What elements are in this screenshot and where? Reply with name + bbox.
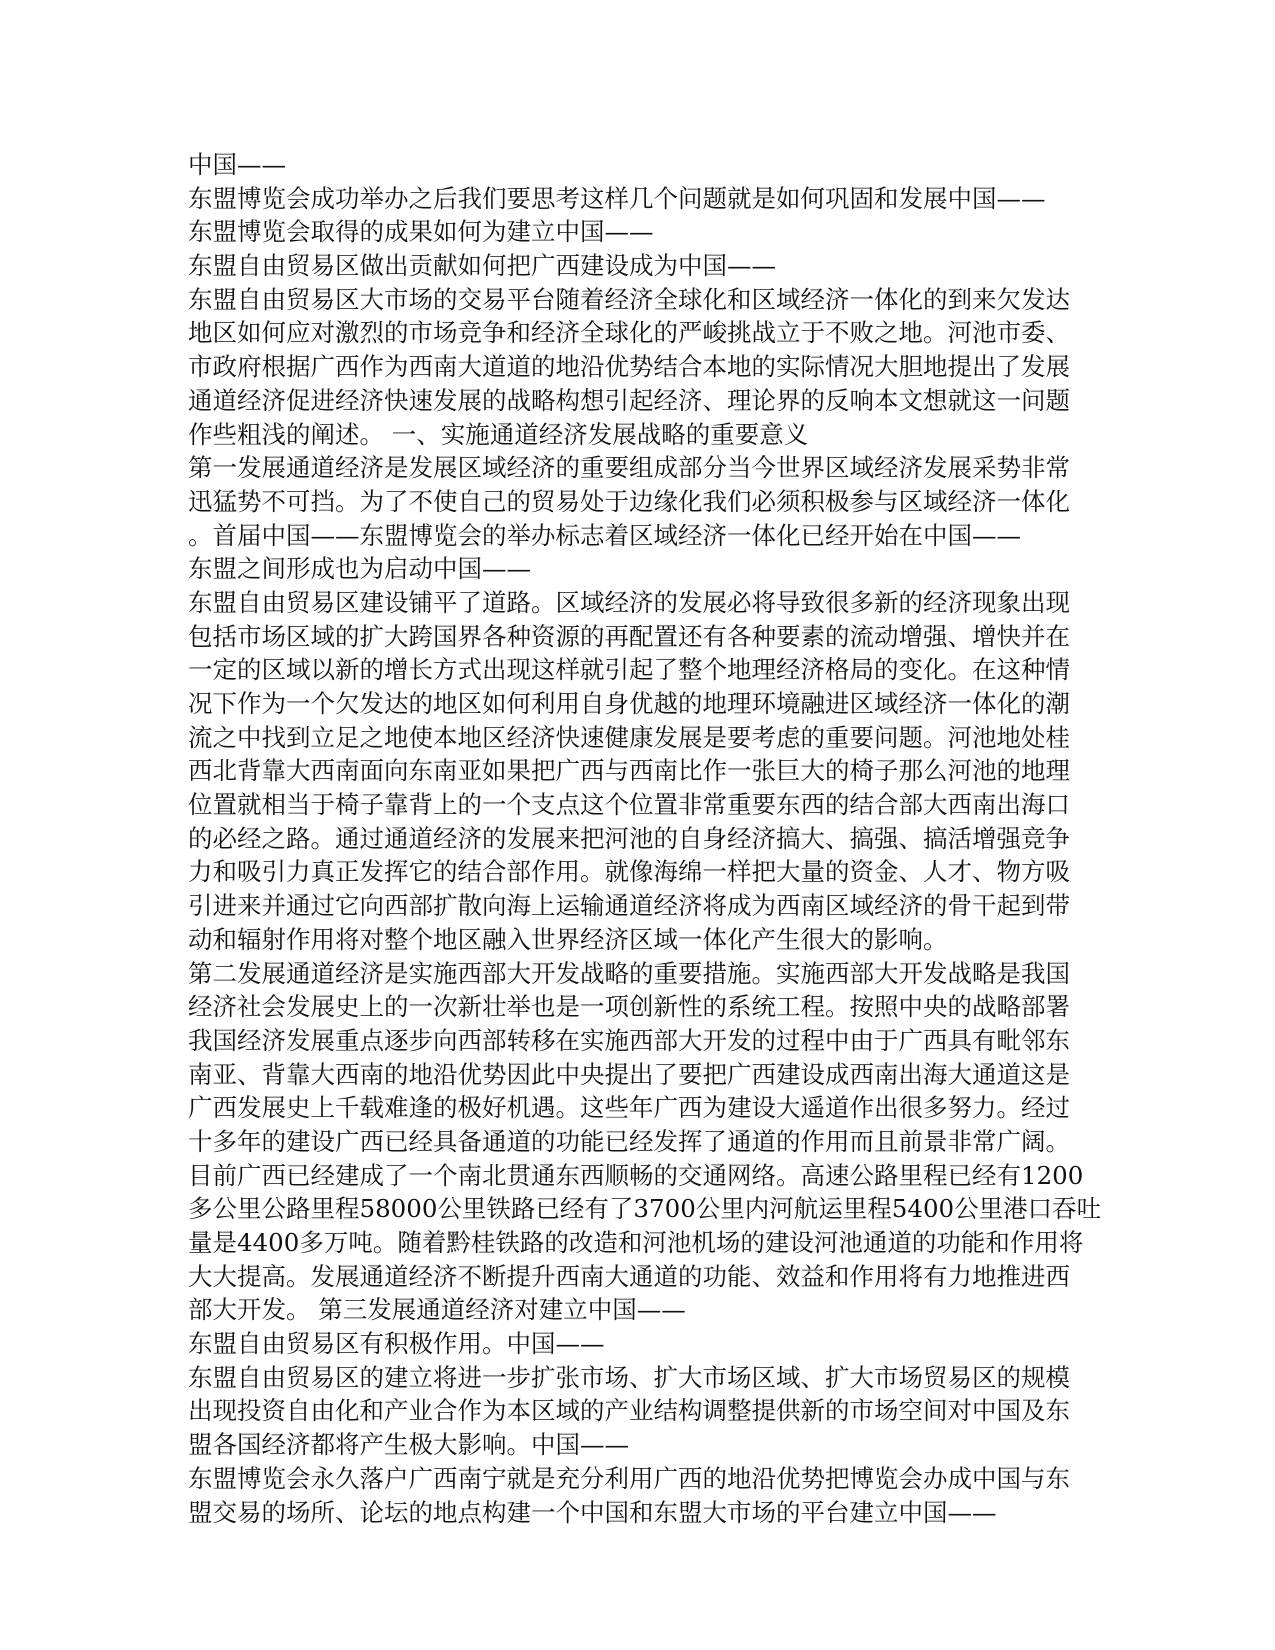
text-line: 力和吸引力真正发挥它的结合部作用。就像海绵一样把大量的资金、人才、物方吸 [188, 857, 1070, 887]
text-line: 作些粗浅的阐述。 一、实施通道经济发展战略的重要意义 [188, 419, 809, 449]
text-line: 通道经济促进经济快速发展的战略构想引起经济、理论界的反响本文想就这一问题 [188, 385, 1070, 415]
text-line: 东盟博览会取得的成果如何为建立中国—— [188, 217, 654, 247]
text-line: 动和辐射作用将对整个地区融入世界经济区域一体化产生很大的影响。 [188, 924, 948, 954]
text-line: 十多年的建设广西已经具备通道的功能已经发挥了通道的作用而且前景非常广阔。 [188, 1126, 1070, 1156]
text-line: 引进来并通过它向西部扩散向海上运输通道经济将成为西南区域经济的骨干起到带 [188, 891, 1070, 921]
text-line: 东盟自由贸易区有积极作用。中国—— [188, 1329, 605, 1359]
text-line: 西北背靠大西南面向东南亚如果把广西与西南比作一张巨大的椅子那么河池的地理 [188, 756, 1070, 786]
text-line: 。首届中国——东盟博览会的举办标志着区域经济一体化已经开始在中国—— [188, 520, 1021, 550]
text-line: 盟各国经济都将产生极大影响。中国—— [188, 1430, 629, 1460]
text-line: 流之中找到立足之地使本地区经济快速健康发展是要考虑的重要问题。河池地处桂 [188, 722, 1070, 752]
text-line: 出现投资自由化和产业合作为本区域的产业结构调整提供新的市场空间对中国及东 [188, 1396, 1070, 1426]
text-line: 东盟自由贸易区建设铺平了道路。区域经济的发展必将导致很多新的经济现象出现 [188, 587, 1070, 617]
text-line: 位置就相当于椅子靠背上的一个支点这个位置非常重要东西的结合部大西南出海口 [188, 790, 1070, 820]
text-line: 量是4400多万吨。随着黔桂铁路的改造和河池机场的建设河池通道的功能和作用将 [188, 1228, 1084, 1257]
text-line: 的必经之路。通过通道经济的发展来把河池的自身经济搞大、搞强、搞活增强竞争 [188, 823, 1070, 853]
text-line: 地区如何应对激烈的市场竞争和经济全球化的严峻挑战立于不败之地。河池市委、 [188, 318, 1070, 348]
text-line: 况下作为一个欠发达的地区如何利用自身优越的地理环境融进区域经济一体化的潮 [188, 689, 1070, 718]
text-line: 广西发展史上千载难逢的极好机遇。这些年广西为建设大遥道作出很多努力。经过 [188, 1093, 1070, 1123]
text-line: 东盟自由贸易区做出贡献如何把广西建设成为中国—— [188, 251, 776, 281]
text-line: 经济社会发展史上的一次新壮举也是一项创新性的系统工程。按照中央的战略部署 [188, 992, 1070, 1022]
text-line: 东盟博览会成功举办之后我们要思考这样几个问题就是如何巩固和发展中国—— [188, 183, 1046, 213]
text-line: 多公里公路里程58000公里铁路已经有了3700公里内河航运里程5400公里港口吞吐 [188, 1194, 1102, 1224]
text-line: 第一发展通道经济是发展区域经济的重要组成部分当今世界区域经济发展采势非常 [188, 453, 1070, 483]
text-line: 包括市场区域的扩大跨国界各种资源的再配置还有各种要素的流动增强、增快并在 [188, 621, 1070, 651]
text-line: 东盟自由贸易区的建立将进一步扩张市场、扩大市场区域、扩大市场贸易区的规模 [188, 1362, 1070, 1392]
text-line: 一定的区域以新的增长方式出现这样就引起了整个地理经济格局的变化。在这种情 [188, 655, 1070, 685]
text-line: 盟交易的场所、论坛的地点构建一个中国和东盟大市场的平台建立中国—— [188, 1497, 997, 1527]
text-line: 我国经济发展重点逐步向西部转移在实施西部大开发的过程中由于广西具有毗邻东 [188, 1025, 1070, 1055]
text-line: 目前广西已经建成了一个南北贯通东西顺畅的交通网络。高速公路里程已经有1200 [188, 1160, 1084, 1190]
text-line: 东盟之间形成也为启动中国—— [188, 554, 531, 584]
text-line: 东盟博览会永久落户广西南宁就是充分利用广西的地沿优势把博览会办成中国与东 [188, 1463, 1070, 1493]
text-line: 市政府根据广西作为西南大道道的地沿优势结合本地的实际情况大胆地提出了发展 [188, 352, 1070, 382]
text-line: 迅猛势不可挡。为了不使自己的贸易处于边缘化我们必须积极参与区域经济一体化 [188, 486, 1070, 516]
text-line: 南亚、背靠大西南的地沿优势因此中央提出了要把广西建设成西南出海大通道这是 [188, 1059, 1070, 1089]
document-body [188, 148, 1102, 1529]
text-line: 部大开发。 第三发展通道经济对建立中国—— [188, 1295, 686, 1325]
text-line: 东盟自由贸易区大市场的交易平台随着经济全球化和区域经济一体化的到来欠发达 [188, 284, 1070, 314]
text-line: 中国—— [188, 150, 286, 179]
text-line: 第二发展通道经济是实施西部大开发战略的重要措施。实施西部大开发战略是我国 [188, 958, 1070, 988]
text-line: 大大提高。发展通道经济不断提升西南大通道的功能、效益和作用将有力地推进西 [188, 1261, 1070, 1291]
